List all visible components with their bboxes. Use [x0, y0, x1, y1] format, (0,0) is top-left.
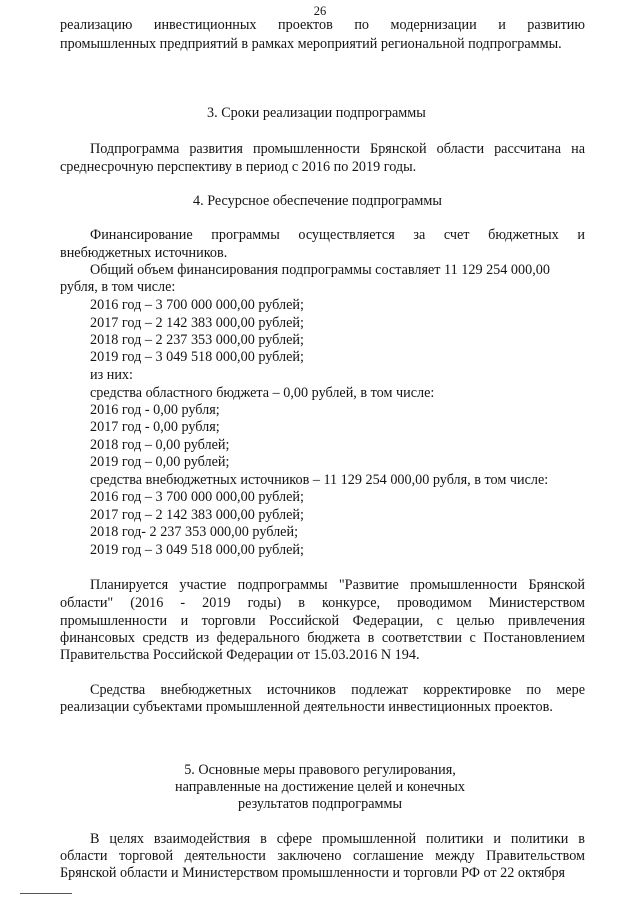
regional-year-2017: 2017 год - 0,00 рубля; [90, 419, 220, 435]
section-5-body-line-3: Брянской области и Министерством промышленности и торговли РФ от 22 октября [60, 865, 566, 881]
total-year-2019: 2019 год – 3 049 518 000,00 рублей; [90, 349, 304, 365]
section-3-line-1: Подпрограмма развития промышленности Брянской области рассчитана на [90, 141, 585, 157]
regional-budget: средства областного бюджета – 0,00 рублей, в том числе: [90, 385, 435, 401]
financing-line-1: Финансирование программы осуществляется за счет бюджетных и [90, 227, 585, 243]
total-year-2018: 2018 год – 2 237 353 000,00 рублей; [90, 332, 304, 348]
adjustment-line-1: Средства внебюджетных источников подлежат корректировке по мере [90, 682, 585, 698]
section-5-body-line-1: В целях взаимодействия в сфере промышленной политики и политики в [90, 831, 585, 847]
section-3-line-2: среднесрочную перспективу в период с 2016 по 2019 годы. [60, 159, 417, 175]
total-line-1: Общий объем финансирования подпрограммы составляет 11 129 254 000,00 [90, 262, 550, 278]
section-5-body-line-2: области торговой деятельности заключено соглашение между Правительством [60, 848, 585, 864]
participation-line-5: Правительства Российской Федерации от 15.03.2016 N 194. [60, 647, 420, 663]
participation-line-4: финансовых средств из федерального бюджета в соответствии с Постановлением [60, 630, 585, 646]
total-line-2: рубля, в том числе: [60, 279, 176, 295]
of-which: из них: [90, 367, 133, 383]
section-5-title-line-1: 5. Основные меры правового регулирования, [184, 762, 456, 778]
total-year-2017: 2017 год – 2 142 383 000,00 рублей; [90, 315, 304, 331]
financing-line-2: внебюджетных источников. [60, 245, 228, 261]
regional-year-2016: 2016 год - 0,00 рубля; [90, 402, 220, 418]
section-3-title: 3. Сроки реализации подпрограммы [207, 105, 426, 121]
section-5-title-line-3: результатов подпрограммы [238, 796, 402, 812]
regional-year-2018: 2018 год – 0,00 рублей; [90, 437, 230, 453]
extrabudgetary-year-2018: 2018 год- 2 237 353 000,00 рублей; [90, 524, 299, 540]
adjustment-line-2: реализации субъектами промышленной деятельности инвестиционных проектов. [60, 699, 553, 715]
extrabudgetary-year-2016: 2016 год – 3 700 000 000,00 рублей; [90, 489, 304, 505]
section-4-title: 4. Ресурсное обеспечение подпрограммы [193, 193, 442, 209]
section-5-title-line-2: направленные на достижение целей и конечных [175, 779, 465, 795]
participation-line-2: области" (2016 - 2019 годы) в конкурсе, проводимом Министерством [60, 595, 585, 611]
page-number: 26 [313, 4, 327, 18]
footnote-rule [20, 893, 72, 894]
participation-line-3: промышленности и торговли Российской Федерации, с целью привлечения [60, 613, 585, 629]
intro-line-2: промышленных предприятий в рамках мероприятий региональной подпрограммы. [60, 36, 562, 52]
extrabudgetary-year-2019: 2019 год – 3 049 518 000,00 рублей; [90, 542, 304, 558]
total-year-2016: 2016 год – 3 700 000 000,00 рублей; [90, 297, 304, 313]
regional-year-2019: 2019 год – 0,00 рублей; [90, 454, 230, 470]
participation-line-1: Планируется участие подпрограммы "Развитие промышленности Брянской [90, 577, 585, 593]
extrabudgetary: средства внебюджетных источников – 11 129 254 000,00 рубля, в том числе: [90, 472, 549, 488]
intro-line-1: реализацию инвестиционных проектов по модернизации и развитию [60, 17, 585, 33]
extrabudgetary-year-2017: 2017 год – 2 142 383 000,00 рублей; [90, 507, 304, 523]
